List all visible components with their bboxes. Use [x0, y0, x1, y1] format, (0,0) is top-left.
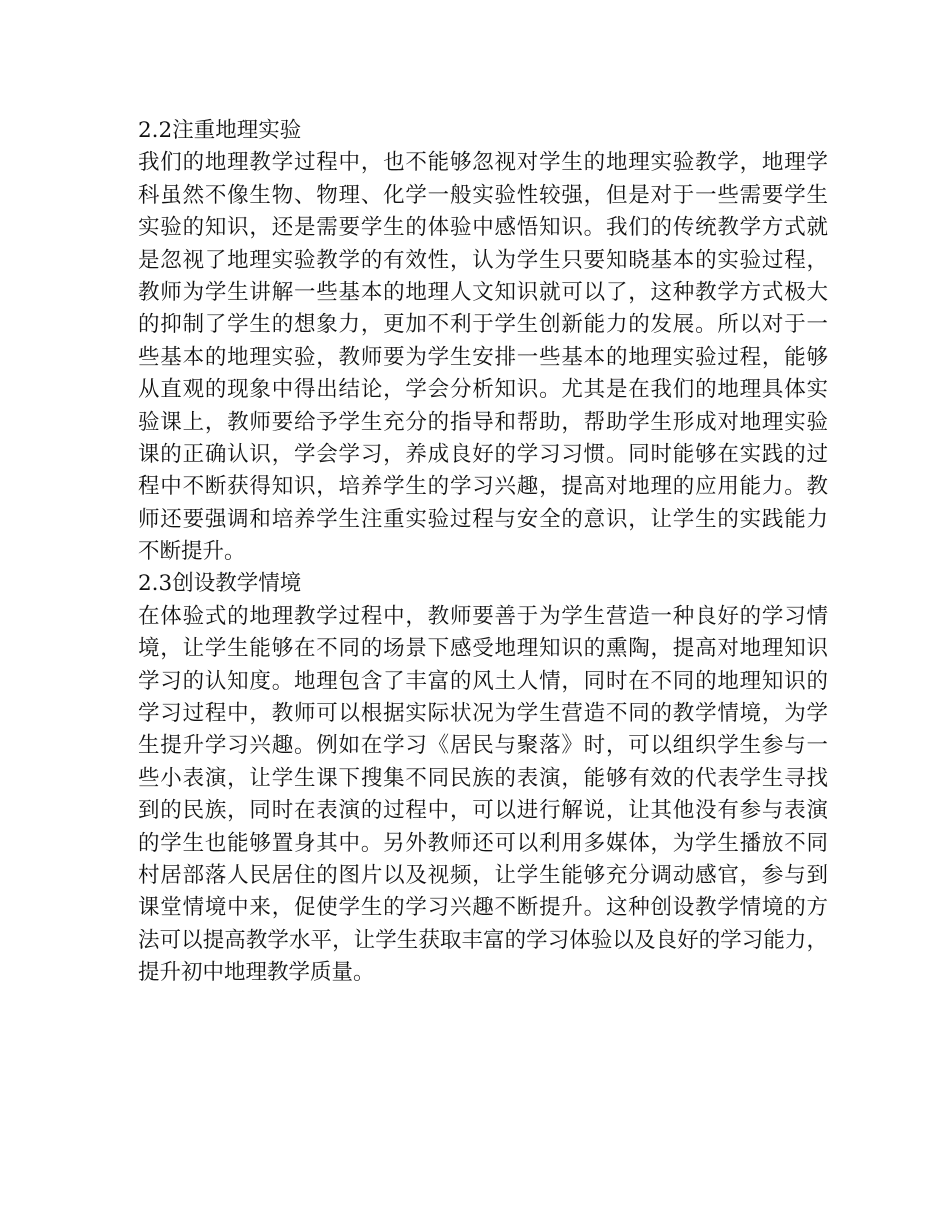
paragraph-line: 学习过程中，教师可以根据实际状况为学生营造不同的教学情境，为学	[138, 701, 828, 727]
paragraph-line: 生提升学习兴趣。例如在学习《居民与聚落》时，可以组织学生参与一	[138, 733, 828, 759]
paragraph-line: 程中不断获得知识，培养学生的学习兴趣，提高对地理的应用能力。教	[138, 474, 828, 500]
paragraph-line: 在体验式的地理教学过程中，教师要善于为学生营造一种良好的学习情	[138, 603, 828, 629]
paragraph-line: 些基本的地理实验，教师要为学生安排一些基本的地理实验过程，能够	[138, 344, 828, 370]
paragraph-line: 到的民族，同时在表演的过程中，可以进行解说，让其他没有参与表演	[138, 798, 828, 824]
section-heading: 2.3创设教学情境	[138, 571, 302, 597]
paragraph-line: 课堂情境中来，促使学生的学习兴趣不断提升。这种创设教学情境的方	[138, 895, 828, 921]
paragraph-line: 从直观的现象中得出结论，学会分析知识。尤其是在我们的地理具体实	[138, 377, 828, 403]
paragraph-line: 课的正确认识，学会学习，养成良好的学习习惯。同时能够在实践的过	[138, 441, 828, 467]
paragraph-line: 法可以提高教学水平，让学生获取丰富的学习体验以及良好的学习能力，	[138, 927, 828, 953]
paragraph-line: 验课上，教师要给予学生充分的指导和帮助，帮助学生形成对地理实验	[138, 409, 828, 435]
paragraph-line-last: 提升初中地理教学质量。	[138, 960, 375, 986]
document-body	[138, 115, 828, 990]
paragraph-line: 科虽然不像生物、物理、化学一般实验性较强，但是对于一些需要学生	[138, 182, 828, 208]
section-2-3	[138, 568, 828, 989]
paragraph-line: 村居部落人民居住的图片以及视频，让学生能够充分调动感官，参与到	[138, 862, 828, 888]
paragraph-line: 些小表演，让学生课下搜集不同民族的表演，能够有效的代表学生寻找	[138, 765, 828, 791]
section-heading: 2.2注重地理实验	[138, 118, 302, 143]
section-2-2	[138, 115, 828, 568]
paragraph-line: 的学生也能够置身其中。另外教师还可以利用多媒体，为学生播放不同	[138, 830, 828, 856]
paragraph-line: 是忽视了地理实验教学的有效性，认为学生只要知晓基本的实验过程，	[138, 247, 828, 273]
paragraph-line: 的抑制了学生的想象力，更加不利于学生创新能力的发展。所以对于一	[138, 312, 828, 338]
paragraph-line: 学习的认知度。地理包含了丰富的风土人情，同时在不同的地理知识的	[138, 668, 828, 694]
paragraph-line: 教师为学生讲解一些基本的地理人文知识就可以了，这种教学方式极大	[138, 279, 828, 305]
paragraph-line: 我们的地理教学过程中，也不能够忽视对学生的地理实验教学，地理学	[138, 150, 828, 176]
paragraph-line-last: 不断提升。	[138, 539, 246, 565]
paragraph-line: 实验的知识，还是需要学生的体验中感悟知识。我们的传统教学方式就	[138, 215, 828, 241]
paragraph-line: 师还要强调和培养学生注重实验过程与安全的意识，让学生的实践能力	[138, 506, 828, 532]
paragraph-line: 境，让学生能够在不同的场景下感受地理知识的熏陶，提高对地理知识	[138, 636, 828, 662]
